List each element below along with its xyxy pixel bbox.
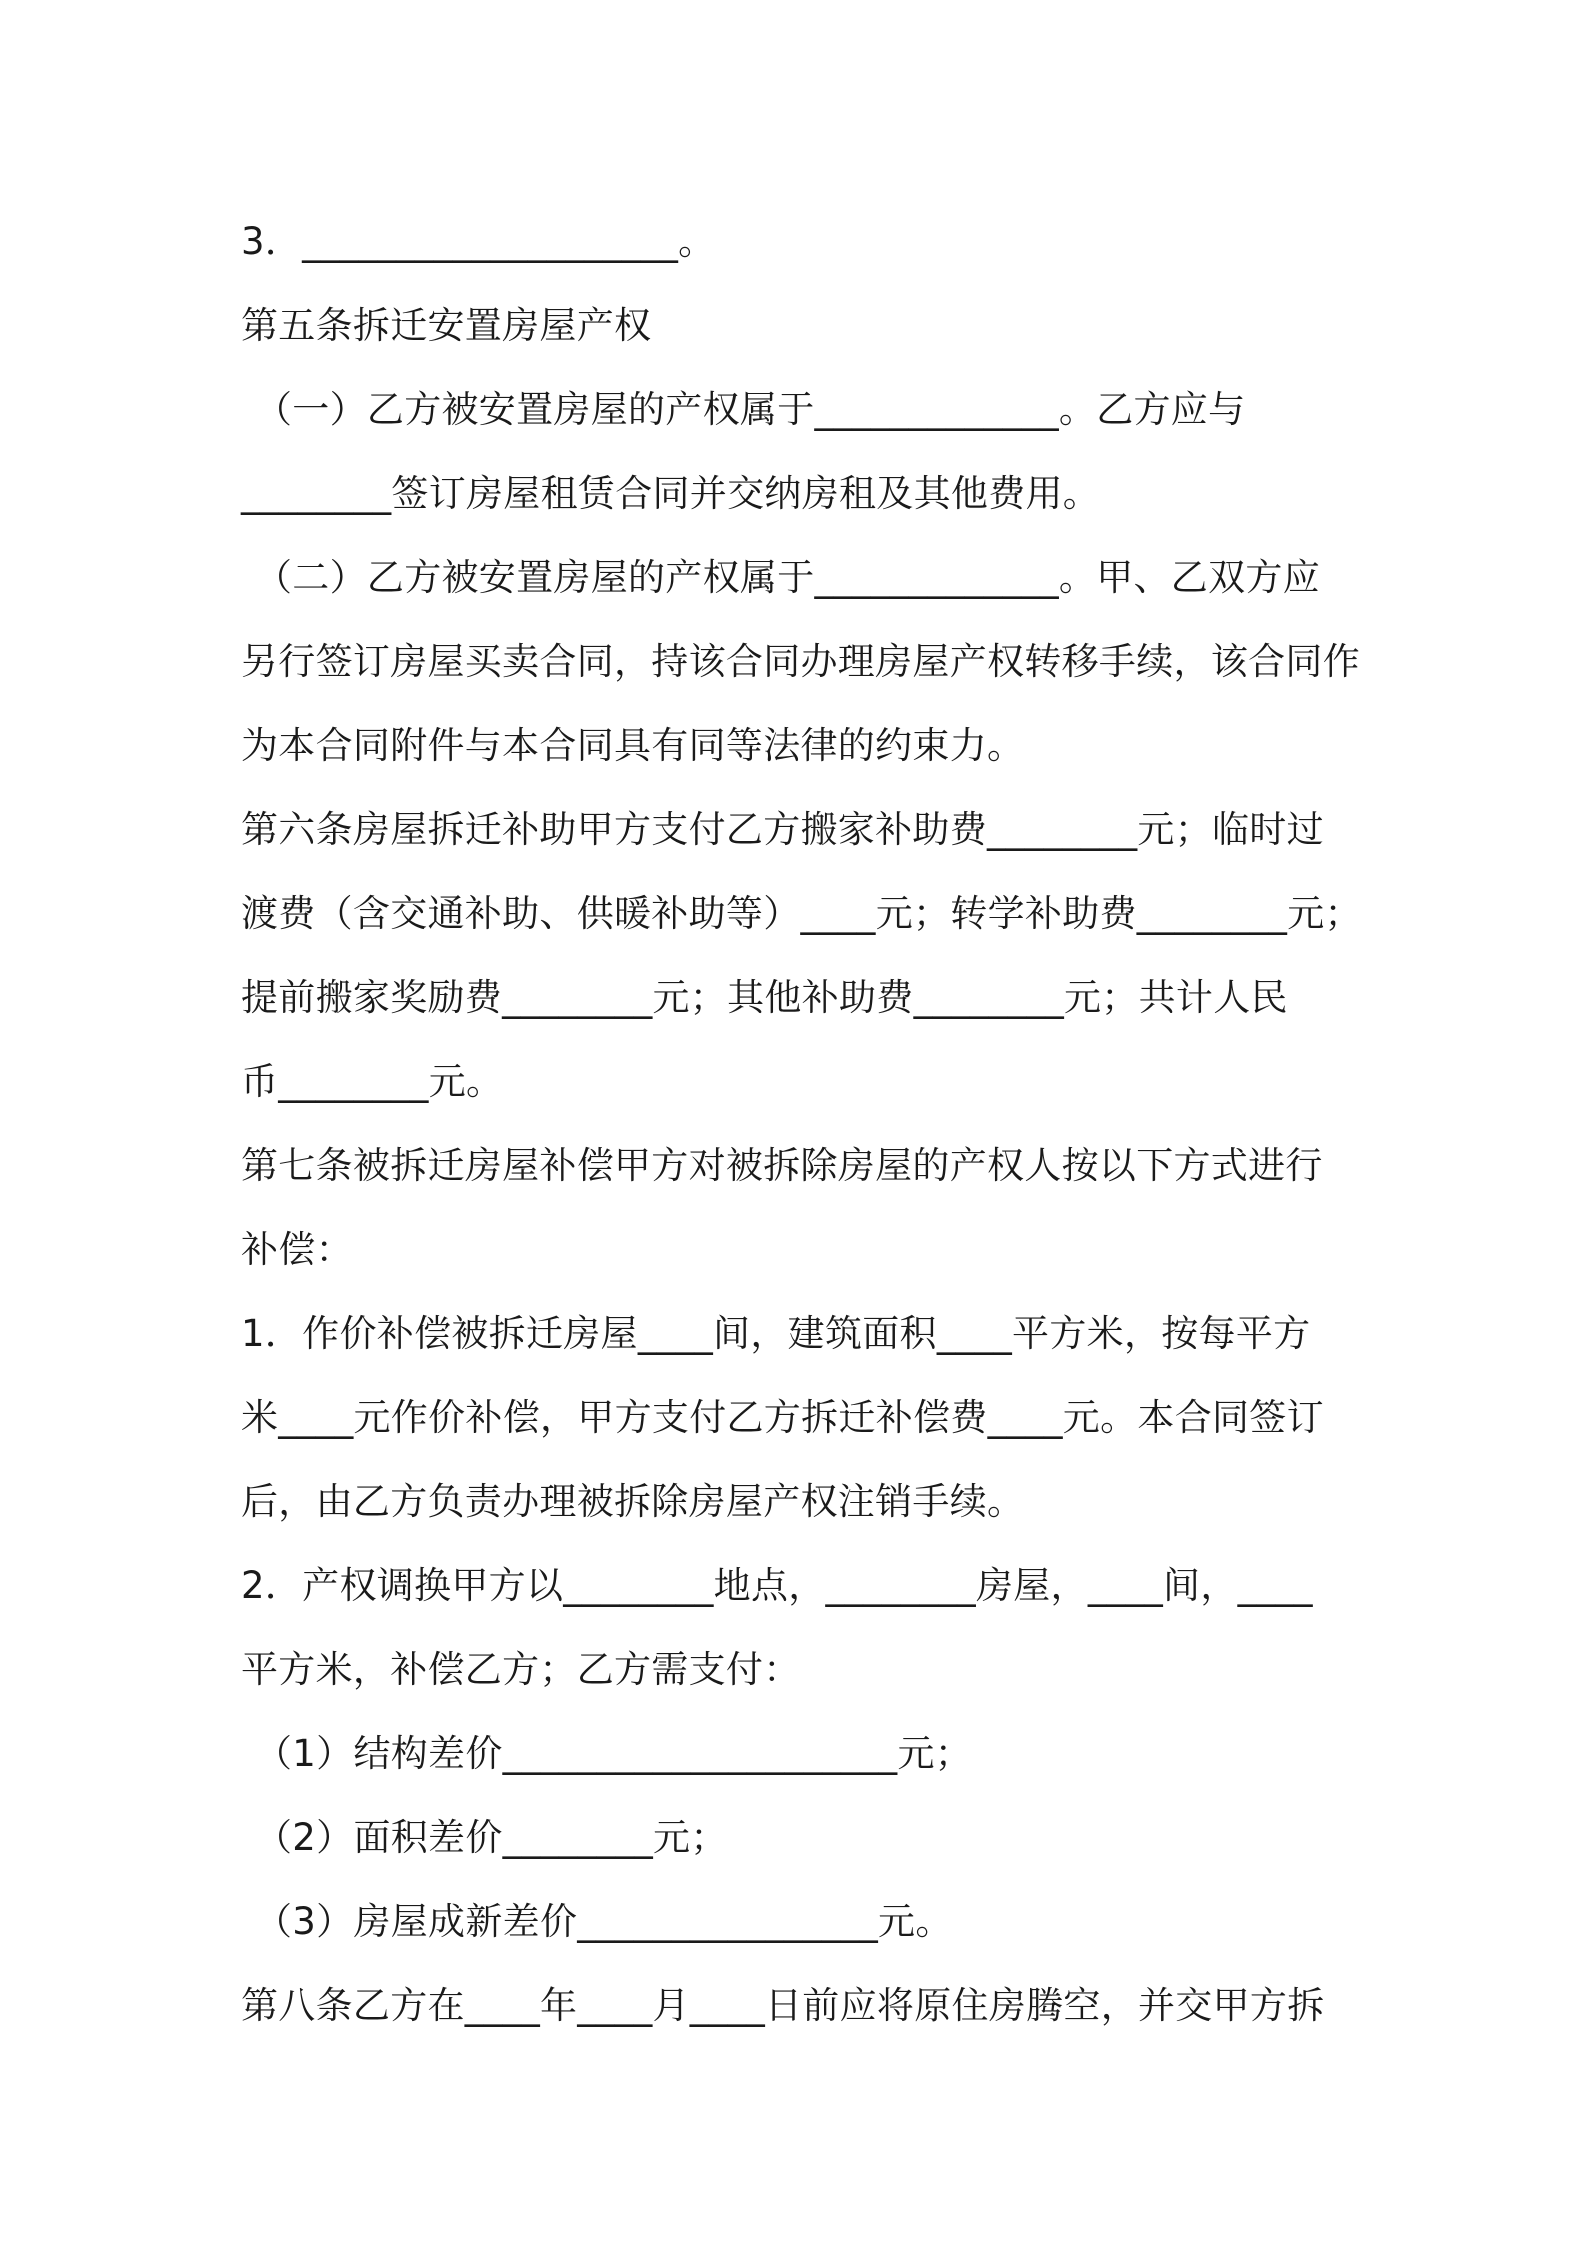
article-5-clause-2-line-3: 为本合同附件与本合同具有同等法律的约束力。 (241, 724, 1025, 767)
article-5-clause-2-line-1: （二）乙方被安置房屋的产权属于_____________。甲、乙双方应 (255, 556, 1320, 599)
article-6-line-2: 渡费（含交通补助、供暖补助等）____元；转学补助费________元； (241, 892, 1362, 935)
article-5-clause-1-line-2: ________签订房屋租赁合同并交纳房租及其他费用。 (241, 472, 1101, 515)
item-3-blank: 3．____________________。 (241, 220, 716, 263)
sub-item-condition-difference: （3）房屋成新差价________________元。 (255, 1900, 953, 1943)
article-7-item-1-line-2: 米____元作价补偿，甲方支付乙方拆迁补偿费____元。本合同签订 (241, 1396, 1324, 1439)
sub-item-structure-difference: （1）结构差价_____________________元； (255, 1732, 973, 1775)
article-7-item-2-line-2: 平方米，补偿乙方；乙方需支付： (241, 1648, 801, 1691)
article-7-item-2-line-1: 2．产权调换甲方以________地点，________房屋，____间，____ (241, 1564, 1313, 1607)
article-6-line-4: 币________元。 (241, 1060, 504, 1103)
article-7-item-1-line-1: 1．作价补偿被拆迁房屋____间，建筑面积____平方米，按每平方 (241, 1312, 1311, 1355)
document-body (241, 200, 1361, 2048)
sub-item-area-difference: （2）面积差价________元； (255, 1816, 728, 1859)
article-5-heading: 第五条拆迁安置房屋产权 (241, 304, 652, 347)
article-5-clause-2-line-2: 另行签订房屋买卖合同，持该合同办理房屋产权转移手续，该合同作 (241, 640, 1360, 683)
article-7-line-1: 第七条被拆迁房屋补偿甲方对被拆除房屋的产权人按以下方式进行 (241, 1144, 1323, 1187)
article-7-line-2: 补偿： (241, 1228, 353, 1271)
article-5-clause-1-line-1: （一）乙方被安置房屋的产权属于_____________。乙方应与 (255, 388, 1246, 431)
article-6-line-3: 提前搬家奖励费________元；其他补助费________元；共计人民 (241, 976, 1288, 1019)
article-6-line-1: 第六条房屋拆迁补助甲方支付乙方搬家补助费________元；临时过 (241, 808, 1324, 851)
article-7-item-1-line-3: 后，由乙方负责办理被拆除房屋产权注销手续。 (241, 1480, 1025, 1523)
article-8-line-1: 第八条乙方在____年____月____日前应将原住房腾空，并交甲方拆 (241, 1984, 1325, 2027)
